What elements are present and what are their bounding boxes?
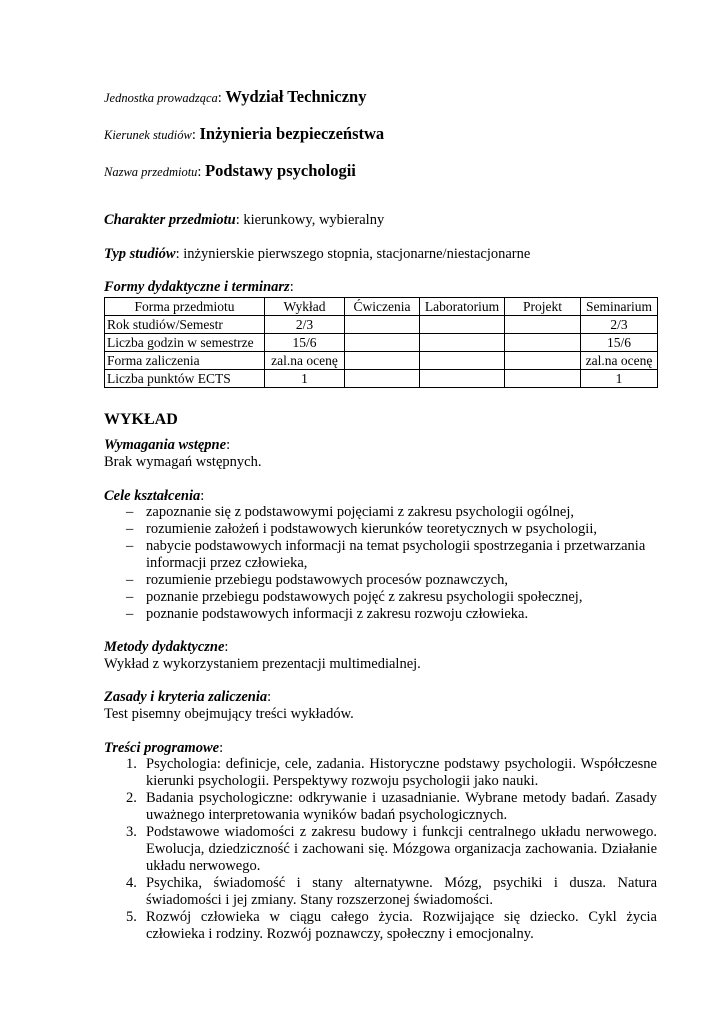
table-header-cell: Seminarium [581,298,658,316]
rules-value: Test pisemny obejmujący treści wykładów. [104,706,354,722]
content-list [104,756,657,943]
goals-heading: Cele kształcenia: [104,488,205,504]
table-cell: 2/3 [265,316,345,334]
character-label: Charakter przedmiotu [104,212,236,228]
field-row: Kierunek studiów: Inżynieria bezpieczeństwa [104,124,385,143]
list-item: – rozumienie założeń i podstawowych kierunków teoretycznych w psychologii, [104,521,660,538]
forms-row: Formy dydaktyczne i terminarz: [104,279,294,295]
type-row: Typ studiów: inżynierskie pierwszego stopnia, stacjonarne/niestacjonarne [104,246,531,262]
table-header-cell: Laboratorium [420,298,505,316]
list-item [104,824,657,875]
table-cell [505,334,581,352]
table-cell: 15/6 [581,334,658,352]
item-number: 4. [126,875,137,891]
table-cell [345,352,420,370]
table-cell [505,370,581,388]
item-number: 2. [126,790,137,806]
unit-label: Jednostka prowadząca [104,91,218,105]
list-item [104,909,657,943]
lecture-heading: WYKŁAD [104,411,178,428]
subject-label: Nazwa przedmiotu [104,165,198,179]
item-number: 5. [126,909,137,925]
table-cell: Liczba godzin w semestrze [105,334,265,352]
item-text: Psychika, świadomość i stany alternatywne. Mózg, psychiki i dusza. Natura świadomości i jej zmiany. Stany rozszerzonej świadomości. [146,875,657,908]
unit-value: Wydział Techniczny [225,87,367,106]
item-text: Rozwój człowieka w ciągu całego życia. Rozwijające się dziecko. Cykl życia człowieka i rodziny. Rozwój poznawczy, społeczny i emocjonalny. [146,909,657,942]
subject-value: Podstawy psychologii [205,161,356,180]
table-row [105,352,658,370]
table-cell [505,316,581,334]
table-cell [345,334,420,352]
item-number: 1. [126,756,137,772]
item-text: Badania psychologiczne: odkrywanie i uzasadnianie. Wybrane metody badań. Zasady uważnego interpretowania wyników badań psychologicznych. [146,790,657,823]
forms-label: Formy dydaktyczne i terminarz [104,279,290,295]
table-header-row [105,298,658,316]
prereq-value: Brak wymagań wstępnych. [104,454,262,470]
forms-table [104,297,658,388]
table-cell: 15/6 [265,334,345,352]
table-cell: 1 [581,370,658,388]
table-cell [420,316,505,334]
unit-row: Jednostka prowadząca: Wydział Techniczny [104,87,367,106]
list-item: – poznanie przebiegu podstawowych pojęć z zakresu psychologii społecznej, [104,589,660,606]
table-cell [505,352,581,370]
table-row [105,316,658,334]
type-value: inżynierskie pierwszego stopnia, stacjonarne/niestacjonarne [183,246,531,262]
rules-heading: Zasady i kryteria zaliczenia: [104,689,272,705]
subject-row: Nazwa przedmiotu: Podstawy psychologii [104,161,356,180]
content-heading: Treści programowe: [104,740,224,756]
item-text: Podstawowe wiadomości z zakresu budowy i funkcji centralnego układu nerwowego. Ewolucja, dziedziczność i zachowani się. Mózgowa organizacja zachowania. Działanie układu nerwowego. [146,824,657,874]
field-value: Inżynieria bezpieczeństwa [199,124,385,143]
table-cell: Rok studiów/Semestr [105,316,265,334]
list-item [104,875,657,909]
content-label: Treści programowe [104,740,220,756]
prereq-label: Wymagania wstępne [104,437,227,453]
prereq-heading: Wymagania wstępne: [104,437,231,453]
table-cell: zal.na ocenę [265,352,345,370]
list-item: – rozumienie przebiegu podstawowych procesów poznawczych, [104,572,660,589]
character-value: kierunkowy, wybieralny [243,212,385,228]
table-row [105,334,658,352]
list-item [104,790,657,824]
table-row [105,370,658,388]
table-cell: Liczba punktów ECTS [105,370,265,388]
table-header-cell: Wykład [265,298,345,316]
table-cell: 1 [265,370,345,388]
methods-value: Wykład z wykorzystaniem prezentacji multimedialnej. [104,656,421,672]
list-item: – nabycie podstawowych informacji na temat psychologii spostrzegania i przetwarzania informacji przez człowieka, [104,538,660,572]
rules-label: Zasady i kryteria zaliczenia [104,689,268,705]
table-cell: zal.na ocenę [581,352,658,370]
goals-label: Cele kształcenia [104,488,201,504]
item-number: 3. [126,824,137,840]
list-item: – poznanie podstawowych informacji z zakresu rozwoju człowieka. [104,606,660,623]
table-header-cell: Forma przedmiotu [105,298,265,316]
list-item [104,756,657,790]
table-cell: Forma zaliczenia [105,352,265,370]
table-cell [345,316,420,334]
table-cell [420,370,505,388]
table-cell [345,370,420,388]
methods-label: Metody dydaktyczne [104,639,225,655]
type-label: Typ studiów [104,246,176,262]
list-item: – zapoznanie się z podstawowymi pojęciami z zakresu psychologii ogólnej, [104,504,660,521]
table-header-cell: Ćwiczenia [345,298,420,316]
table-cell [420,334,505,352]
table-cell: 2/3 [581,316,658,334]
table-header-cell: Projekt [505,298,581,316]
methods-heading: Metody dydaktyczne: [104,639,229,655]
goals-list [104,504,660,623]
field-label: Kierunek studiów [104,128,192,142]
table-cell [420,352,505,370]
character-row: Charakter przedmiotu: kierunkowy, wybieralny [104,212,385,228]
item-text: Psychologia: definicje, cele, zadania. Historyczne podstawy psychologii. Współczesne kierunki psychologii. Perspektywy rozwoju psychologii jako nauki. [146,756,657,789]
